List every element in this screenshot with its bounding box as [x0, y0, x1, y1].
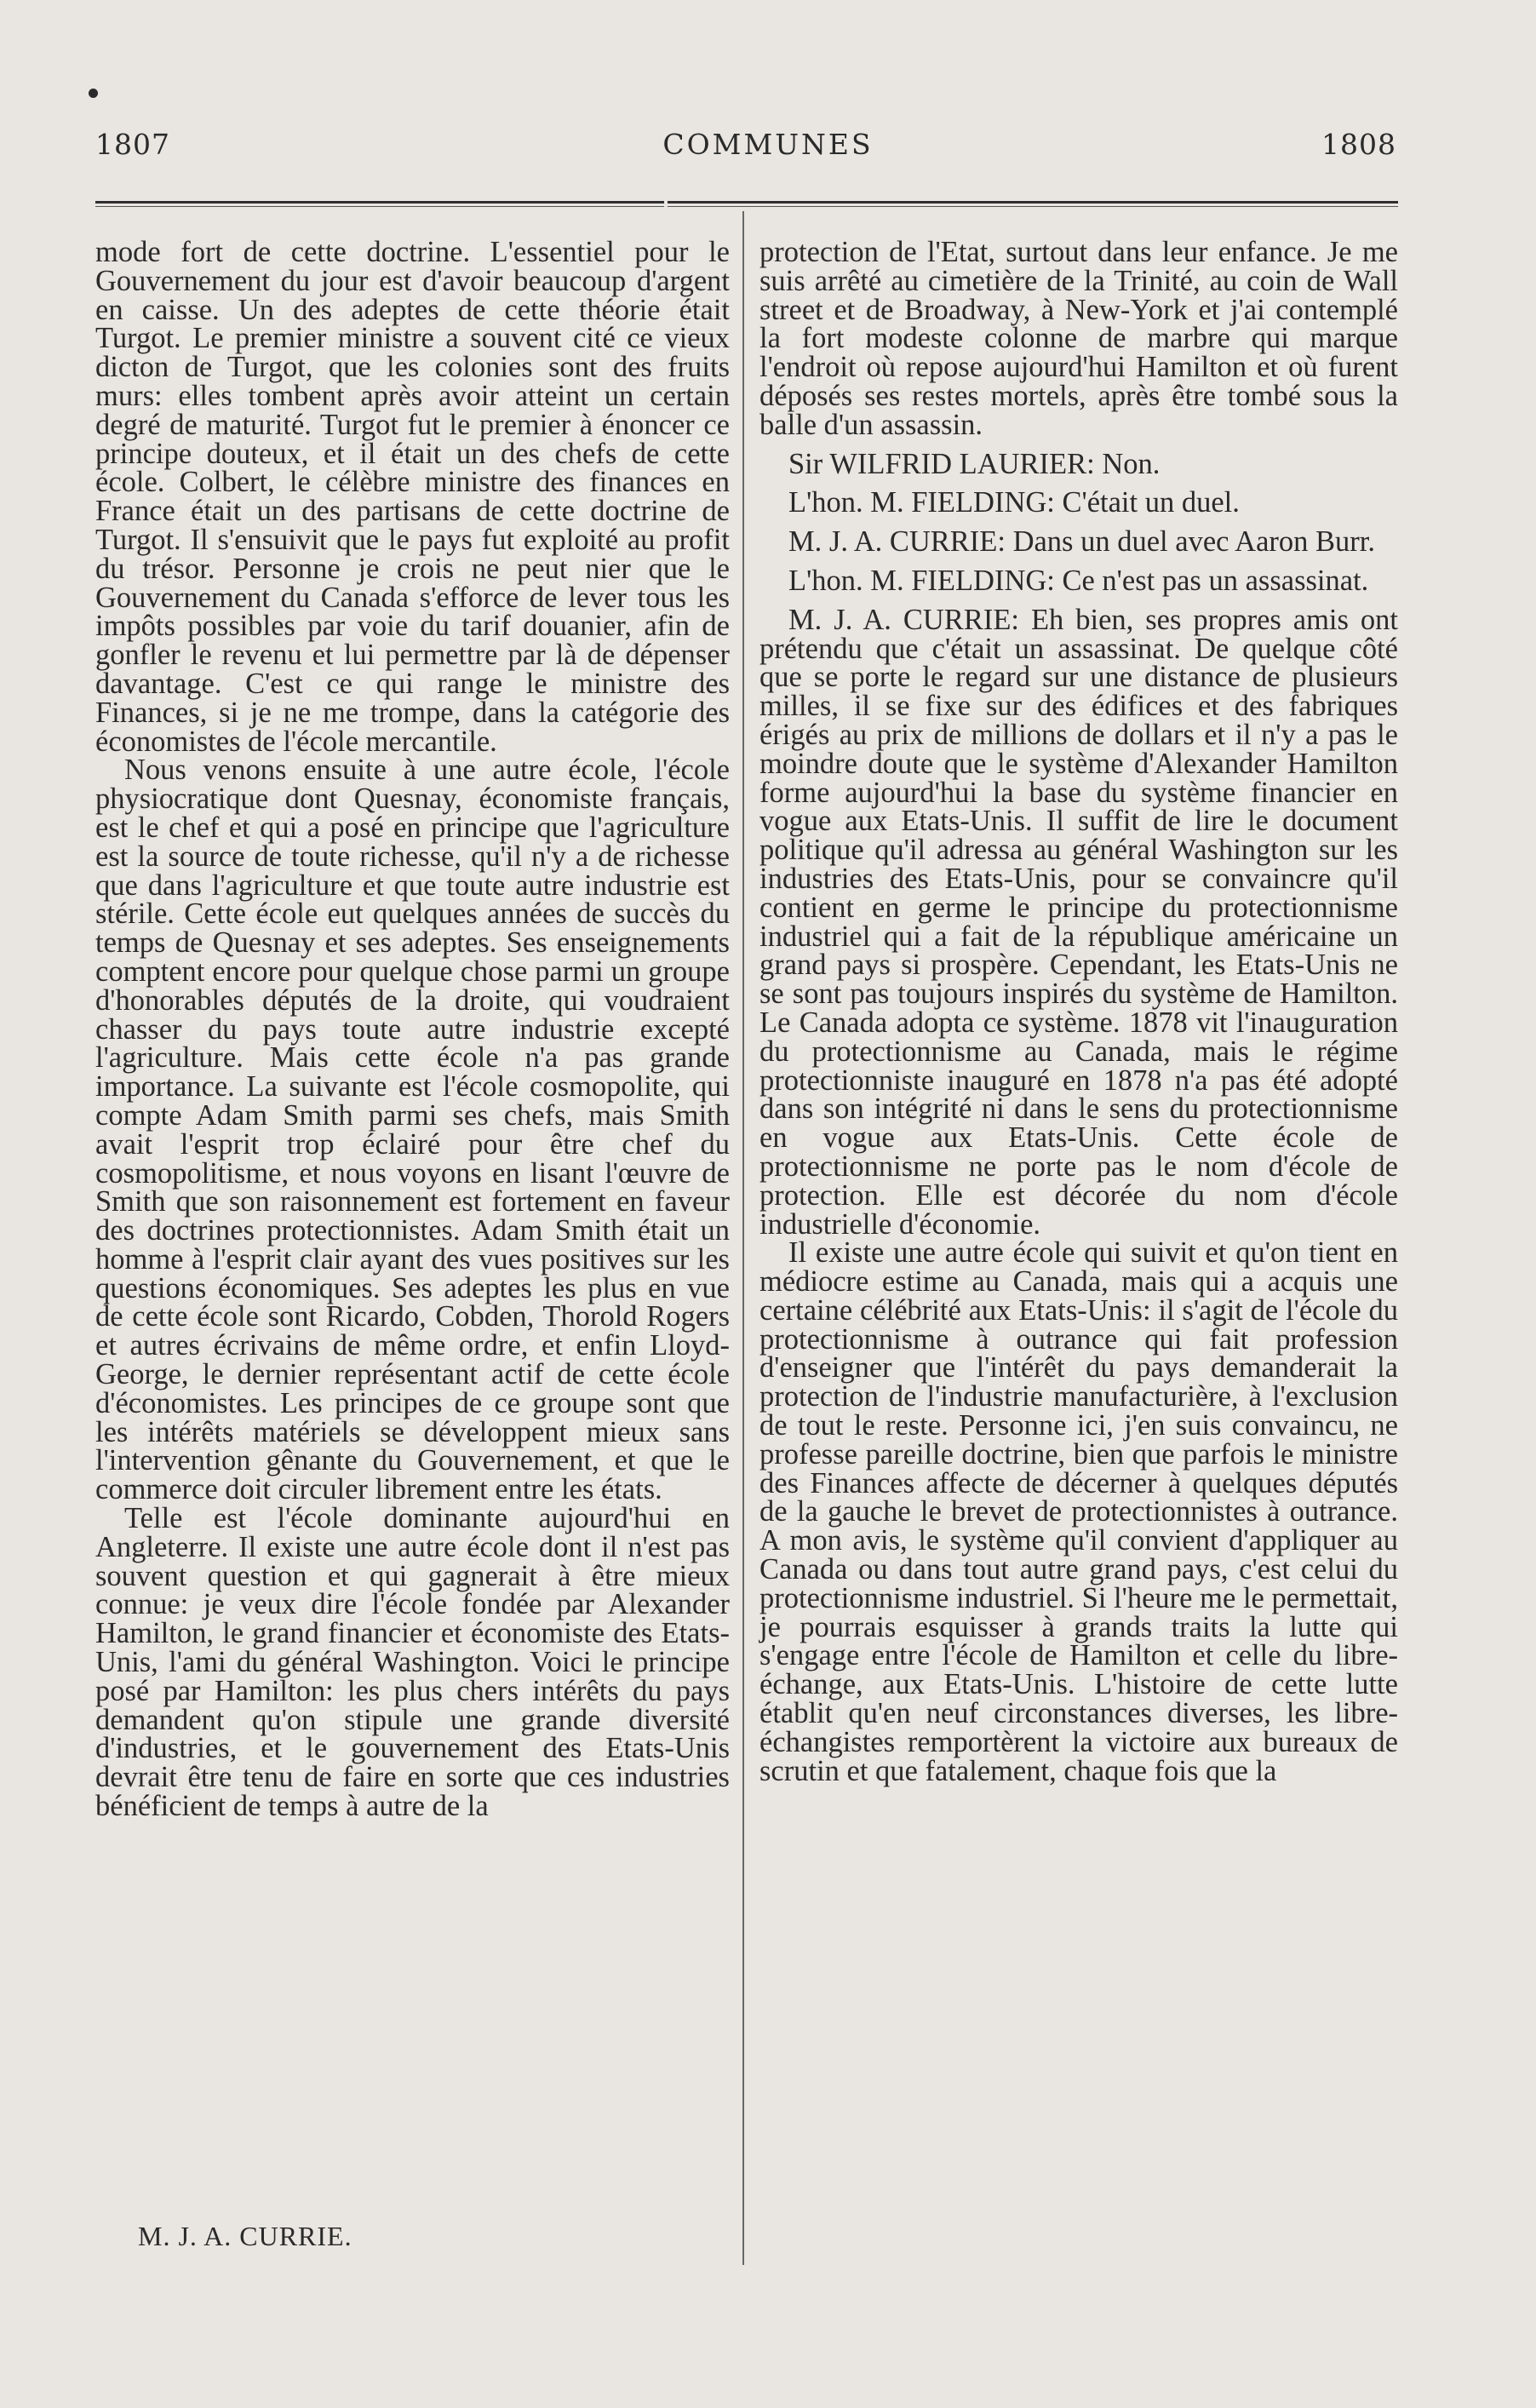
- right-paragraph-2: Sir WILFRID LAURIER: Non.: [788, 447, 1161, 480]
- header-rule-right-thin: [668, 206, 1398, 207]
- header-rule-left-thin: [95, 206, 664, 207]
- right-paragraph-4: M. J. A. CURRIE: Dans un duel avec Aaron Burr.: [788, 525, 1375, 559]
- right-paragraph-6: M. J. A. CURRIE: Eh bien, ses propres amis ont prétendu que c'était un assassinat. De quelque côté que se porte le regard sur une distance de plusieurs milles, il se fixe sur des édifices et des fabriques érigés au prix de millions de dollars et il n'y a pas le moindre doute que le système d'Alexander Hamilton forme aujourd'hui la base du système financier en vogue aux Etats-Unis. Il suffit de lire le document politique qu'il adressa au général Washington sur les industries des Etats-Unis, pour se convaincre qu'il contient en germe le principe du protectionnisme industriel qui a fait de la république américaine un grand pays si prospère. Cependant, les Etats-Unis ne se sont pas toujours inspirés du système de Hamilton. Le Canada adopta ce système. 1878 vit l'inauguration du protectionnisme au Canada, mais le régime protectionniste inauguré en 1878 n'a pas été adopté dans son intégrité ni dans le sens du protectionnisme en vogue aux Etats-Unis. Cette école de protectionnisme ne porte pas le nom d'école de protection. Elle est décorée du nom d'école industrielle d'économie.: [759, 603, 1398, 1241]
- left-paragraph-1: mode fort de cette doctrine. L'essentiel pour le Gouvernement du jour est d'avoir beaucoup d'argent en caisse. Un des adeptes de cette théorie était Turgot. Le premier ministre a souvent cité ce vieux dicton de Turgot, que les colonies sont des fruits murs: elles tombent après avoir atteint un certain degré de maturité. Turgot fut le premier à énoncer ce principe douteux, et il était un des chefs de cette école. Colbert, le célèbre ministre des finances en France était un des partisans de cette doctrine de Turgot. Il s'ensuivit que le pays fut exploité au profit du trésor. Personne je crois ne peut nier que le Gouvernement du Canada s'efforce de lever tous les impôts possibles par voie du tarif douanier, afin de gonfler le revenu et lui permettre par là de dépenser davantage. C'est ce qui range le ministre des Finances, si je ne me trompe, dans la catégorie des économistes de l'école mercantile.: [95, 236, 730, 758]
- speaker-signature: M. J. A. CURRIE.: [138, 2221, 352, 2251]
- left-column: [95, 238, 730, 1821]
- page-number-left: 1807: [95, 128, 170, 161]
- left-paragraph-2: Nous venons ensuite à une autre école, l'école physiocratique dont Quesnay, économiste français, est le chef et qui a posé en principe que l'agriculture est la source de toute richesse, qu'il n'y a de richesse que dans l'agriculture et que toute autre industrie est stérile. Cette école eut quelques années de succès du temps de Quesnay et ses adeptes. Ses enseignements comptent encore pour quelque chose parmi un groupe d'honorables députés de la droite, qui voudraient chasser du pays toute autre industrie excepté l'agriculture. Mais cette école n'a pas grande importance. La suivante est l'école cosmopolite, qui compte Adam Smith parmi ses chefs, mais Smith avait l'esprit trop éclairé pour être chef du cosmopolitisme, et nous voyons en lisant l'œuvre de Smith que son raisonnement est fortement en faveur des doctrines protectionnistes. Adam Smith était un homme à l'esprit clair ayant des vues positives sur les questions économiques. Ses adeptes les plus en vue de cette école sont Ricardo, Cobden, Thorold Rogers et autres écrivains de même ordre, et enfin Lloyd-George, le dernier représentant actif de cette école d'économistes. Les principes de ce groupe sont que les intérêts matériels se développent mieux sans l'intervention gênante du Gouvernement, et que le commerce doit circuler librement entre les états.: [95, 754, 730, 1506]
- header-rule-left: [95, 201, 664, 204]
- ink-dot: [89, 89, 98, 98]
- right-paragraph-3: L'hon. M. FIELDING: C'était un duel.: [788, 486, 1240, 519]
- right-paragraph-7: Il existe une autre école qui suivit et qu'on tient en médiocre estime au Canada, mais qui a acquis une certaine célébrité aux Etats-Unis: il s'agit de l'école du protectionnisme à outrance qui fait profession d'enseigner que l'intérêt du pays demanderait la protection de l'industrie manufacturière, à l'exclusion de tout le reste. Personne ici, j'en suis convaincu, ne professe pareille doctrine, bien que parfois le ministre des Finances affecte de décerner à quelques députés de la gauche le brevet de protectionnistes à outrance. A mon avis, le système qu'il convient d'appliquer au Canada ou dans tout autre grand pays, c'est celui du protectionnisme industriel. Si l'heure me le permettait, je pourrais esquisser à grands traits la lutte qui s'engage entre l'école de Hamilton et celle du libre-échange, aux Etats-Unis. L'histoire de cette lutte établit qu'en neuf circonstances diverses, les libre-échangistes remportèrent la victoire aux bureaux de scrutin et que fatalement, chaque fois que la: [759, 1236, 1398, 1787]
- right-paragraph-1: protection de l'Etat, surtout dans leur enfance. Je me suis arrêté au cimetière de la Trinité, au coin de Wall street et de Broadway, à New-York et j'ai contemplé la fort modeste colonne de marbre qui marque l'endroit où repose aujourd'hui Hamilton et où furent déposés ses restes mortels, après être tombé sous la balle d'un assassin.: [759, 236, 1398, 441]
- running-title: COMMUNES: [662, 128, 874, 161]
- column-divider: [742, 211, 744, 2265]
- right-column: [759, 238, 1398, 1786]
- header-rule-right: [668, 201, 1398, 204]
- page-number-right: 1808: [1321, 128, 1396, 161]
- right-paragraph-5: L'hon. M. FIELDING: Ce n'est pas un assassinat.: [788, 564, 1369, 597]
- left-paragraph-3: Telle est l'école dominante aujourd'hui en Angleterre. Il existe une autre école dont il n'est pas souvent question et qui gagnerait à être mieux connue: je veux dire l'école fondée par Alexander Hamilton, le grand financier et économiste des Etats-Unis, l'ami du général Washington. Voici le principe posé par Hamilton: les plus chers intérêts du pays demandent qu'on stipule une grande diversité d'industries, et le gouvernement des Etats-Unis devrait être tenu de faire en sorte que ces industries bénéficient de temps à autre de la: [95, 1502, 730, 1823]
